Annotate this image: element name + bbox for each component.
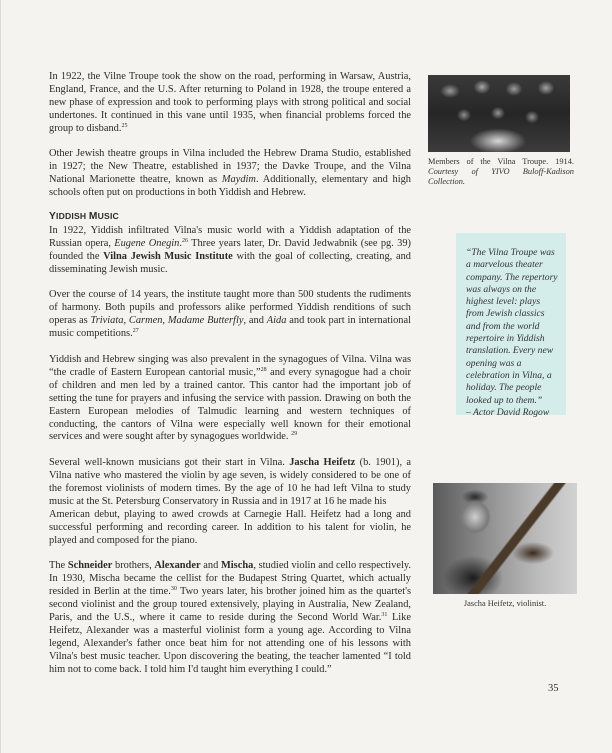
main-text-column [49, 71, 411, 690]
paragraph-yiddish-opera: In 1922, Yiddish infiltrated Vilna's music world with a Yiddish adaptation of the Russian opera, Eugene Onegin.$^{26}$ Three years later, Dr. David Jedwabnik (see pg. 39) founded the Vilna Jewish Music Institute with the goal of collecting, creating, and disseminating Jewish music. [49, 224, 412, 275]
jascha-heifetz-photo [433, 483, 577, 594]
paragraph-institute: Over the course of 14 years, the institute taught more than 500 students the rudiments of harmony. Both pupils and professors alike performed Yiddish renditions of such operas as Triviata, Carmen, Madame Butterfly, and Aida and took part in international music competitions.$^{27}$ [49, 289, 411, 340]
jascha-heifetz-caption: Jascha Heifetz, violinist. [463, 599, 547, 608]
paragraph-other-groups: Other Jewish theatre groups in Vilna included the Hebrew Drama Studio, established in 1927; the New Theatre, established in 1937; the Davke Troupe, and the Vilna National Marionette theatre, known as Maydim. Additionally, elementary and high schools often put on productions in both Yiddish and Hebrew. [49, 148, 411, 199]
pull-quote-text: “The Vilna Troupe was a marvelous theater company. The repertory was always on the highest level: plays from Jewish classics and from the world repertoire in Yiddish translation. Every new opening was a celebration in Vilna, a holiday. The people looked up to them.” [466, 247, 558, 406]
photo-credit: Courtesy of YIVO Buloff-Kadison Collection. [428, 167, 574, 187]
paragraph-vilne-troupe: In 1922, the Vilne Troupe took the show on the road, performing in Warsaw, Austria, England, France, and the U.S. After returning to Poland in 1928, the troupe entered a new phase of expression and took to performing plays with strong political and social undertones. It continued in this vane until 1935, when financial problems forced the group to disband.$^{25}$ [49, 71, 411, 134]
paragraph-heifetz-debut: American debut, playing to awed crowds at Carnegie Hall. Heifetz had a long and successful performing and recording career. In addition to his talent for violin, he played and composed for the piano. [49, 508, 411, 546]
paragraph-synagogue-singing: Yiddish and Hebrew singing was also prevalent in the synagogues of Vilna. Vilna was “the cradle of Eastern European cantorial music,”$^{28}$ and every synagogue had a choir of children and men led by a trained cantor. This cantor had the important job of setting the tune for prayers and infusing the service with passion. Drawing on both the Eastern European melodies of Talmudic learning and western techniques of conducting, the cantors of Vilna were especially well known for their emotional services and were sought after by synagogues worldwide. $^{29}$ [49, 353, 411, 443]
vilna-troupe-caption: Members of the Vilna Troupe. 1914. Courtesy of YIVO Buloff-Kadison Collection. [428, 157, 574, 187]
paragraph-schneider-brothers: The Schneider brothers, Alexander and Mischa, studied violin and cello respectively. In 1930, Mischa became the cellist for the Budapest String Quartet, which actually resided in Berlin at the time.$^{30}$ Two years later, his brother joined him as the quartet's second violinist and the group toured extensively, playing in Australia, New Zealand, Paris, and the U.S., where it came to reside during the Second World War.$^{31}$ Like Heifetz, Alexander was a masterful violinist form a young age. According to Vilna legend, Alexander's father once beat him for not attending one of his lessons with Vilna's best music teacher. Upon discovering the beating, the teacher lamented “I told him not to come back. I told him I'd taught him everything I could.” [49, 560, 411, 675]
pull-quote [456, 233, 566, 418]
vilna-troupe-photo [428, 75, 570, 152]
pull-quote-attribution: – Actor David Rogow [466, 406, 550, 418]
page-number: 35 [548, 683, 559, 694]
paragraph-heifetz-start: Several well-known musicians got their start in Vilna. Jascha Heifetz (b. 1901), a Vilna native who mastered the violin by age seven, is widely considered to be one of the foremost violinists of modern times. By the age of 10 he had left Vilna to study music at the St. Petersburg Conservatory in Russia and in 1917 at 16 he made his [49, 457, 412, 507]
section-heading-yiddish-music: YIDDISH MUSIC [49, 211, 119, 223]
